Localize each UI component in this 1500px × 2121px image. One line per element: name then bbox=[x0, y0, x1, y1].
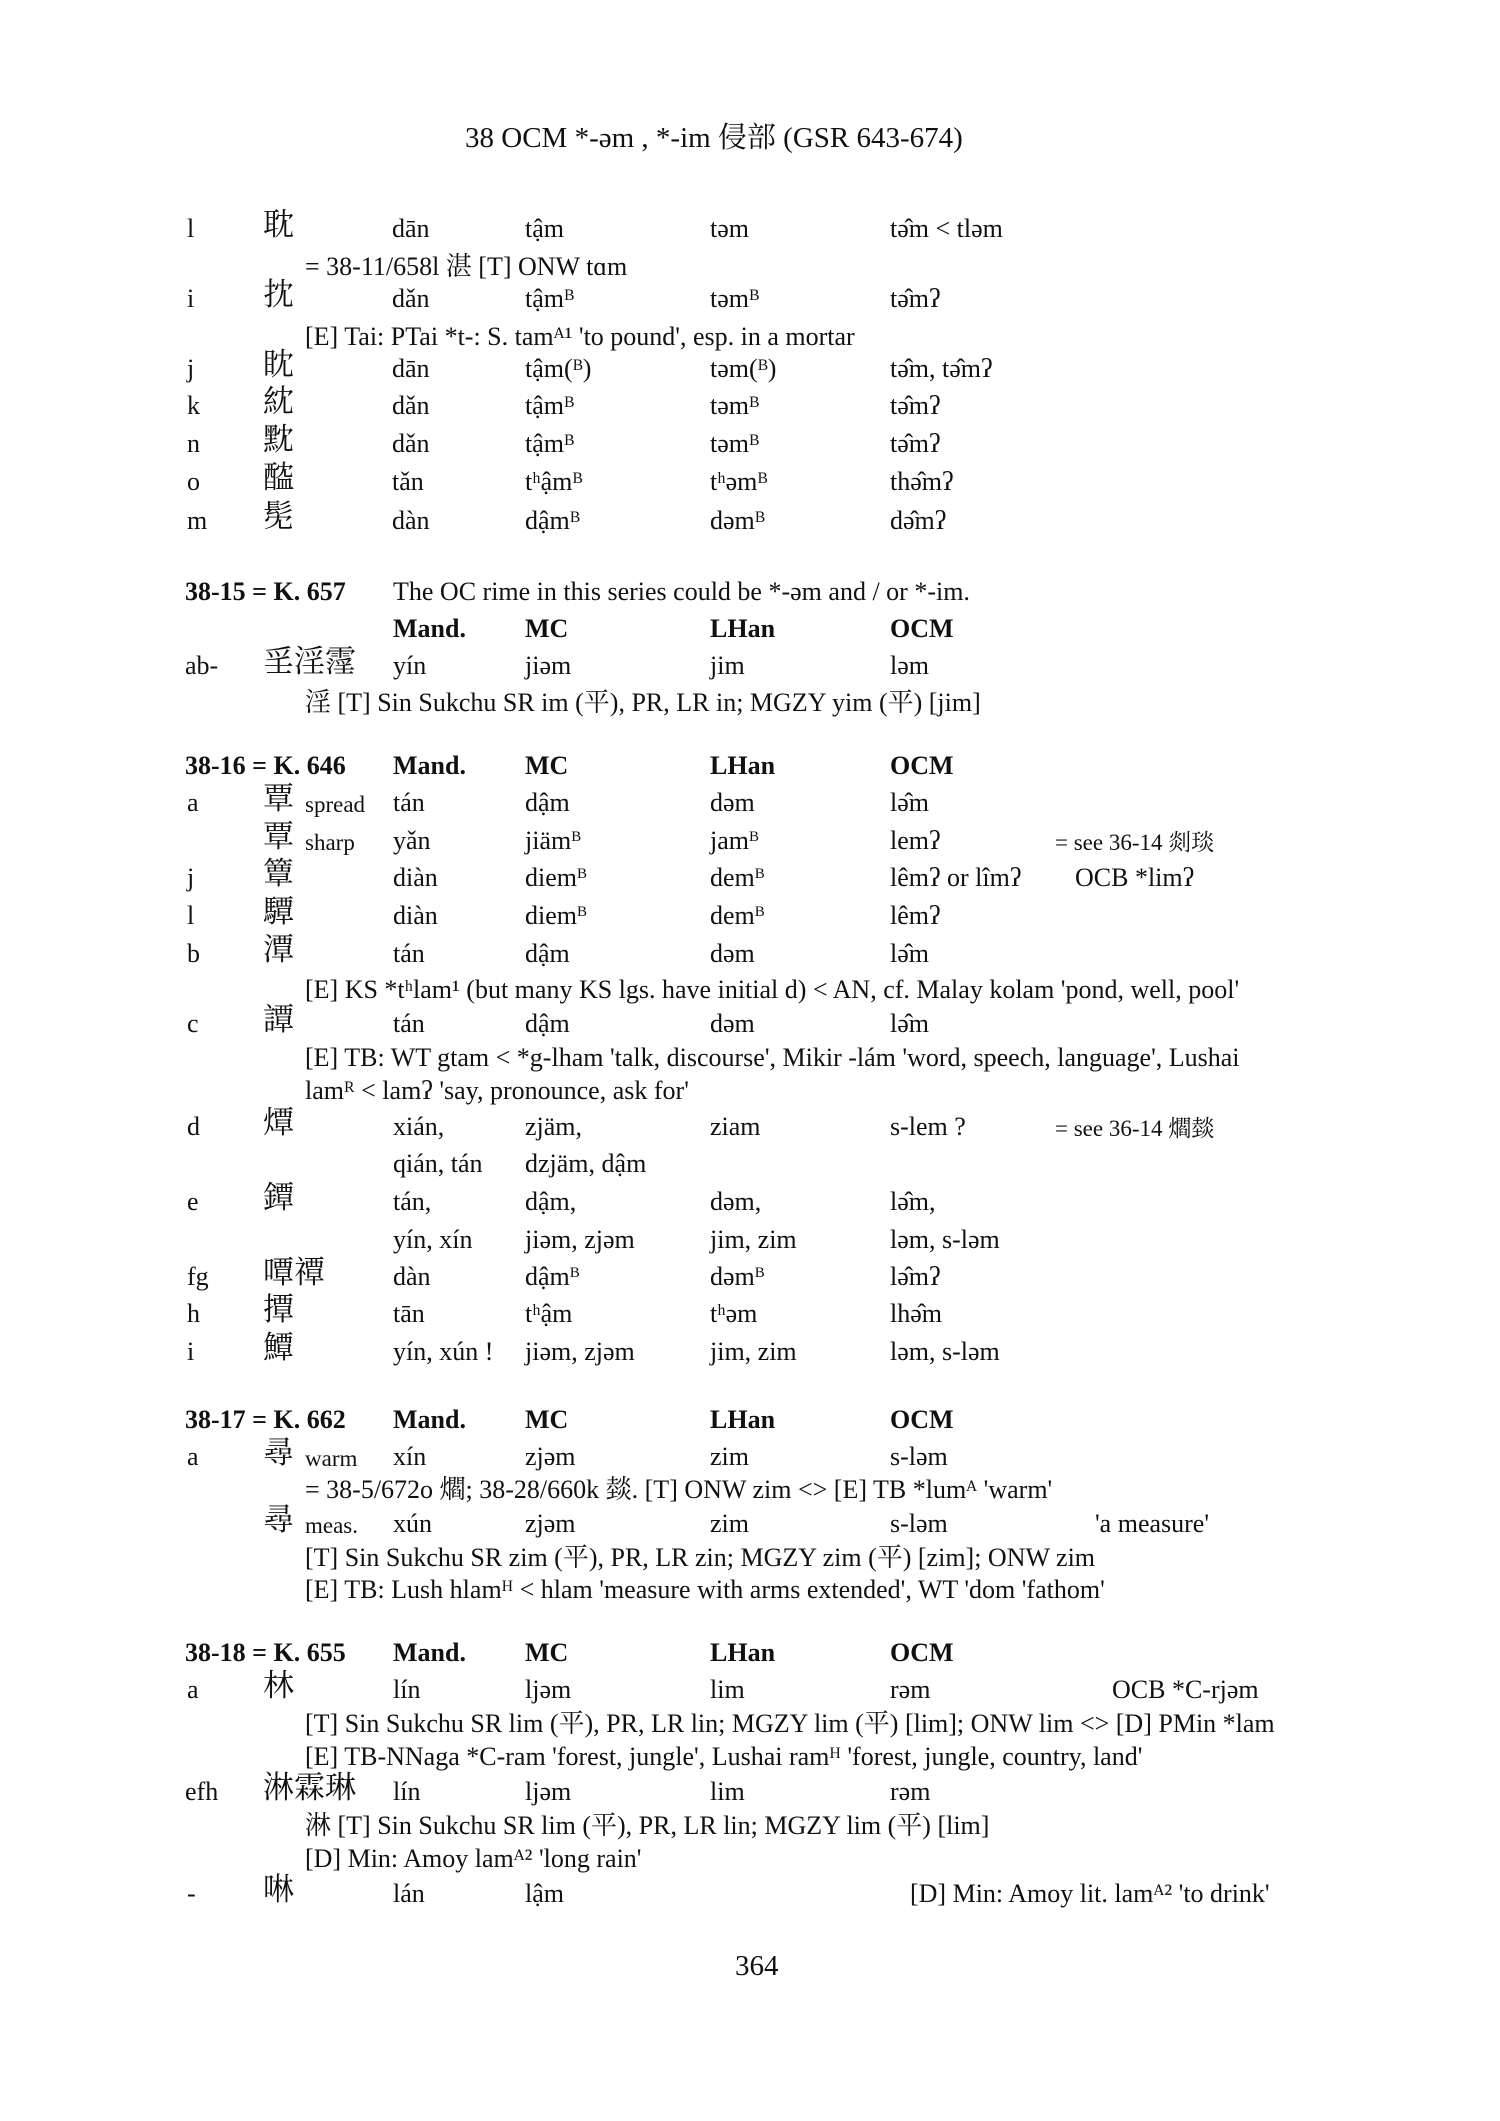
entry-char: 譚 bbox=[263, 1002, 294, 1037]
mc-reading: dậm bbox=[525, 1009, 570, 1038]
entry-tag: k bbox=[187, 391, 200, 420]
mand-reading: xún bbox=[393, 1509, 432, 1538]
mc-reading: jiəm, zjəm bbox=[525, 1337, 635, 1366]
mand-reading: xián, bbox=[393, 1112, 445, 1141]
entry-row bbox=[0, 1292, 1500, 1334]
ocm-reading: lə̂m bbox=[890, 939, 929, 968]
lhan-reading: təmᴮ bbox=[710, 391, 760, 420]
entry-row bbox=[0, 856, 1500, 898]
ocm-reading: rəm bbox=[890, 1777, 931, 1806]
entry-row bbox=[0, 1770, 1500, 1812]
entry-char: 髧 bbox=[263, 499, 294, 534]
ocm-reading: lə̂m, bbox=[890, 1187, 936, 1216]
lhan-reading: lim bbox=[710, 1777, 745, 1806]
ocm-reading: s-ləm bbox=[890, 1442, 948, 1471]
entry-row bbox=[0, 1668, 1500, 1710]
entry-row bbox=[0, 460, 1500, 502]
entry-note: [E] KS *tʰlam¹ (but many KS lgs. have initial d) < AN, cf. Malay kolam 'pond, well, pool' bbox=[305, 975, 1240, 1004]
entry-tag: j bbox=[187, 354, 195, 383]
mand-reading: lín bbox=[393, 1777, 421, 1806]
entry-gloss-extra: 'a measure' bbox=[1095, 1509, 1210, 1538]
col-mc: MC bbox=[525, 1638, 569, 1667]
entry-char: 尋 bbox=[263, 1502, 294, 1537]
lhan-reading: dem bbox=[710, 901, 755, 930]
ocm-reading: rəm bbox=[890, 1675, 931, 1704]
mc-reading: jiäm bbox=[525, 826, 572, 855]
entry-gloss: warm bbox=[305, 1446, 358, 1471]
ocm-reading: s-lem ? bbox=[890, 1112, 966, 1141]
entry-char: 林 bbox=[263, 1668, 294, 1703]
mc-reading: tậmᴮ bbox=[525, 391, 575, 420]
entry-row bbox=[0, 1330, 1500, 1372]
entry-char: 覃 bbox=[263, 819, 294, 854]
ocm-reading: də̂mʔ bbox=[890, 506, 947, 535]
entry-char: 燂 bbox=[263, 1105, 294, 1140]
mand-reading: tān bbox=[393, 1299, 425, 1328]
col-mand: Mand. bbox=[393, 614, 466, 643]
entry-row bbox=[0, 1255, 1500, 1297]
entry-char: 鱏 bbox=[263, 1330, 294, 1365]
mand-reading: yín, xún ! bbox=[393, 1337, 494, 1366]
ocm-reading: lêmʔ bbox=[890, 901, 941, 930]
ocm-reading: ləm, s-ləm bbox=[890, 1337, 1000, 1366]
section-id: 38-18 = K. 655 bbox=[185, 1638, 346, 1667]
entry-note: 淋 [T] Sin Sukchu SR lim (平), PR, LR lin; MGZY lim (平) [lim] bbox=[305, 1811, 990, 1840]
lhan-reading: dəm, bbox=[710, 1187, 762, 1216]
col-ocm: OCM bbox=[890, 751, 954, 780]
entry-tag: a bbox=[187, 1675, 199, 1704]
mand-reading: tán bbox=[393, 788, 425, 817]
mc-reading: tậmᴮ bbox=[525, 284, 575, 313]
entry-note: [T] Sin Sukchu SR lim (平), PR, LR lin; MGZY lim (平) [lim]; ONW lim <> [D] PMin *lam bbox=[305, 1709, 1275, 1738]
lhan-reading: tʰəm bbox=[710, 1299, 758, 1328]
entry-tag: - bbox=[187, 1879, 196, 1908]
entry-row bbox=[0, 1872, 1500, 1914]
lhan-reading: zim bbox=[710, 1442, 749, 1471]
lhan-reading: jim, zim bbox=[710, 1337, 797, 1366]
lhan-reading: dəmᴮ bbox=[710, 506, 765, 535]
mc-reading: zjäm, bbox=[525, 1112, 583, 1141]
lhan-reading: dəm bbox=[710, 939, 755, 968]
entry-gloss: spread bbox=[305, 792, 366, 817]
ocm-reading: lə̂m bbox=[890, 1009, 929, 1038]
entry-char: 啉 bbox=[263, 1872, 294, 1907]
page-header: 38 OCM *-əm , *-im 侵部 (GSR 643-674) bbox=[465, 122, 963, 154]
mand-reading: tán, bbox=[393, 1187, 432, 1216]
section-id: 38-16 = K. 646 bbox=[185, 751, 346, 780]
entry-char: 醓 bbox=[263, 460, 294, 495]
entry-row bbox=[0, 384, 1500, 426]
lhan-reading: təm bbox=[710, 214, 749, 243]
entry-row bbox=[0, 277, 1500, 319]
mc-reading: jiəm bbox=[525, 651, 572, 680]
col-mand: Mand. bbox=[393, 1405, 466, 1434]
entry-char: 眈 bbox=[263, 347, 294, 382]
entry-row-cont bbox=[0, 1148, 1500, 1184]
lhan-reading: dəm bbox=[710, 1009, 755, 1038]
mc-reading: diem bbox=[525, 901, 577, 930]
ocm-reading: lə̂mʔ bbox=[890, 1262, 941, 1291]
col-mc: MC bbox=[525, 751, 569, 780]
entry-tag: b bbox=[187, 939, 200, 968]
ocm-reading: tə̂m < tləm bbox=[890, 214, 1003, 243]
mand-reading: tǎn bbox=[392, 467, 424, 496]
col-ocm: OCM bbox=[890, 1638, 954, 1667]
mc-reading: jiəm, zjəm bbox=[525, 1225, 635, 1254]
mand-reading: qián, tán bbox=[393, 1149, 483, 1178]
entry-row bbox=[0, 894, 1500, 936]
entry-note: [T] Sin Sukchu SR zim (平), PR, LR zin; MGZY zim (平) [zim]; ONW zim bbox=[305, 1543, 1096, 1572]
entry-char: 覃 bbox=[263, 781, 294, 816]
ocb-reading: OCB *limʔ bbox=[1075, 863, 1195, 892]
entry-tag: o bbox=[187, 467, 200, 496]
entry-tag: l bbox=[187, 214, 195, 243]
lhan-reading: jim, zim bbox=[710, 1225, 797, 1254]
entry-tag: h bbox=[187, 1299, 200, 1328]
entry-char: 嘾禫 bbox=[263, 1255, 325, 1290]
col-mand: Mand. bbox=[393, 1638, 466, 1667]
ocm-reading: tə̂mʔ bbox=[890, 284, 941, 313]
entry-char: 潭 bbox=[263, 932, 294, 967]
mc-reading: tậm bbox=[525, 214, 564, 243]
tone-sup: B bbox=[569, 1265, 580, 1281]
mand-reading: yín, xín bbox=[393, 1225, 473, 1254]
ocm-reading: ləm, s-ləm bbox=[890, 1225, 1000, 1254]
tone-sup: B bbox=[571, 829, 582, 845]
entry-row bbox=[0, 1105, 1500, 1147]
col-lhan: LHan bbox=[710, 1405, 776, 1434]
entry-row bbox=[0, 1002, 1500, 1044]
entry-tag: i bbox=[187, 1337, 195, 1366]
entry-char: 紞 bbox=[263, 384, 294, 419]
mand-reading: lán bbox=[393, 1879, 425, 1908]
mand-reading: lín bbox=[393, 1675, 421, 1704]
mand-reading: dǎn bbox=[392, 391, 430, 420]
entry-tag: l bbox=[187, 901, 195, 930]
cross-reference: = see 36-14 剡琰 bbox=[1055, 830, 1215, 855]
mc-reading: ljəm bbox=[525, 1675, 572, 1704]
ocm-reading: lhə̂m bbox=[890, 1299, 942, 1328]
lhan-reading: təmᴮ bbox=[710, 429, 760, 458]
lhan-reading: zim bbox=[710, 1509, 749, 1538]
tone-sup: B bbox=[754, 866, 765, 882]
col-mand: Mand. bbox=[393, 751, 466, 780]
lhan-reading: dəm bbox=[710, 788, 755, 817]
lhan-reading: təmᴮ bbox=[710, 284, 760, 313]
entry-note: [E] Tai: PTai *t-: S. tamᴬ¹ 'to pound', esp. in a mortar bbox=[305, 322, 855, 351]
column-headers bbox=[0, 750, 1500, 786]
ocm-reading: tə̂m, tə̂mʔ bbox=[890, 354, 993, 383]
ocm-reading: lêmʔ or lîmʔ bbox=[890, 863, 1022, 892]
entry-gloss: sharp bbox=[305, 830, 355, 855]
lhan-reading: jam bbox=[710, 826, 749, 855]
mc-reading: dậm bbox=[525, 788, 570, 817]
tone-sup: B bbox=[577, 866, 588, 882]
entry-tag: a bbox=[187, 788, 199, 817]
entry-tag: i bbox=[187, 284, 195, 313]
ocm-reading: ləm bbox=[890, 651, 929, 680]
mc-reading: dậm bbox=[525, 1262, 570, 1291]
entry-note: 淫 [T] Sin Sukchu SR im (平), PR, LR in; MGZY yim (平) [jim] bbox=[305, 688, 981, 717]
entry-row bbox=[0, 422, 1500, 464]
column-headers bbox=[0, 1637, 1500, 1673]
entry-tag: e bbox=[187, 1187, 199, 1216]
entry-row bbox=[0, 644, 1500, 686]
mc-reading: diem bbox=[525, 863, 577, 892]
entry-row bbox=[0, 347, 1500, 389]
entry-note: = 38-11/658l 湛 [T] ONW tɑm bbox=[305, 252, 628, 281]
mand-reading: yín bbox=[393, 651, 427, 680]
ocb-reading: OCB *C-rjəm bbox=[1112, 1675, 1259, 1704]
mc-reading: dậm bbox=[525, 939, 570, 968]
entry-note: [E] TB-NNaga *C-ram 'forest, jungle', Lushai ramᴴ 'forest, jungle, country, land' bbox=[305, 1742, 1143, 1771]
ocm-reading: lemʔ bbox=[890, 826, 941, 855]
mc-reading: dậmᴮ bbox=[525, 506, 580, 535]
mand-reading: dàn bbox=[393, 1262, 431, 1291]
entry-tag: n bbox=[187, 429, 200, 458]
ocm-reading: s-ləm bbox=[890, 1509, 948, 1538]
entry-row bbox=[0, 1180, 1500, 1222]
col-mc: MC bbox=[525, 614, 569, 643]
entry-tag: j bbox=[187, 863, 195, 892]
entry-row bbox=[0, 932, 1500, 974]
mand-reading: diàn bbox=[393, 901, 438, 930]
lhan-reading: təm(ᴮ) bbox=[710, 354, 777, 383]
entry-char: 耽 bbox=[263, 207, 294, 242]
mand-reading: yǎn bbox=[393, 826, 431, 855]
tone-sup: B bbox=[749, 829, 760, 845]
entry-note: [D] Min: Amoy lamᴬ² 'long rain' bbox=[305, 1844, 642, 1873]
entry-char: 黕 bbox=[263, 422, 294, 457]
mand-reading: tán bbox=[393, 939, 425, 968]
lhan-reading: ziam bbox=[710, 1112, 761, 1141]
lhan-reading: tʰəmᴮ bbox=[710, 467, 768, 496]
entry-char: 淋霖琳 bbox=[263, 1770, 356, 1805]
entry-tag: efh bbox=[185, 1777, 219, 1806]
mc-reading: zjəm bbox=[525, 1509, 576, 1538]
tone-sup: B bbox=[754, 904, 765, 920]
entry-note: [E] TB: WT gtam < *g-lham 'talk, discourse', Mikir -lám 'word, speech, language', Lushai bbox=[305, 1043, 1240, 1072]
entry-row bbox=[0, 1502, 1500, 1544]
entry-gloss: meas. bbox=[305, 1513, 359, 1538]
entry-char: 㸒淫霪 bbox=[263, 644, 356, 679]
entry-note: [E] TB: Lush hlamᴴ < hlam 'measure with arms extended', WT 'dom 'fathom' bbox=[305, 1575, 1105, 1604]
ocm-reading: tə̂mʔ bbox=[890, 429, 941, 458]
mand-reading: diàn bbox=[393, 863, 438, 892]
ocm-reading: lə̂m bbox=[890, 788, 929, 817]
entry-tag: fg bbox=[187, 1262, 209, 1291]
entry-char: 抌 bbox=[263, 277, 294, 312]
cross-reference: = see 36-14 爓燅 bbox=[1055, 1116, 1215, 1141]
entry-char: 簟 bbox=[263, 856, 294, 891]
entry-note: = 38-5/672o 爓; 38-28/660k 燅. [T] ONW zim <> [E] TB *lumᴬ 'warm' bbox=[305, 1475, 1053, 1504]
entry-char: 撢 bbox=[263, 1292, 294, 1327]
entry-row bbox=[0, 1435, 1500, 1477]
entry-tag: a bbox=[187, 1442, 199, 1471]
column-headers bbox=[0, 1404, 1500, 1440]
mand-reading: dàn bbox=[392, 506, 430, 535]
entry-row bbox=[0, 499, 1500, 541]
col-lhan: LHan bbox=[710, 751, 776, 780]
mand-reading: dǎn bbox=[392, 284, 430, 313]
mand-reading: dǎn bbox=[392, 429, 430, 458]
page-number: 364 bbox=[735, 1950, 779, 1982]
entry-row bbox=[0, 207, 1500, 249]
entry-char: 驔 bbox=[263, 894, 294, 929]
entry-note: lamᴿ < lamʔ 'say, pronounce, ask for' bbox=[305, 1076, 689, 1105]
entry-tag: c bbox=[187, 1009, 199, 1038]
mc-reading: zjəm bbox=[525, 1442, 576, 1471]
mand-reading: xín bbox=[393, 1442, 427, 1471]
entry-tag: d bbox=[187, 1112, 200, 1141]
entry-note: [D] Min: Amoy lit. lamᴬ² 'to drink' bbox=[910, 1879, 1270, 1908]
entry-row-cont bbox=[0, 1224, 1500, 1260]
section-id: 38-15 = K. 657 bbox=[185, 577, 346, 606]
mc-reading: ljəm bbox=[525, 1777, 572, 1806]
entry-tag: m bbox=[187, 506, 208, 535]
col-mc: MC bbox=[525, 1405, 569, 1434]
mand-reading: dān bbox=[392, 354, 430, 383]
column-headers bbox=[0, 613, 1500, 649]
lhan-reading: dem bbox=[710, 863, 755, 892]
col-ocm: OCM bbox=[890, 614, 954, 643]
col-ocm: OCM bbox=[890, 1405, 954, 1434]
mc-reading: dzjäm, dậm bbox=[525, 1149, 647, 1178]
entry-tag: ab- bbox=[185, 651, 219, 680]
entry-row bbox=[0, 781, 1500, 823]
section-description: The OC rime in this series could be *-əm and / or *-im. bbox=[393, 577, 970, 606]
entry-row bbox=[0, 819, 1500, 861]
ocm-reading: tə̂mʔ bbox=[890, 391, 941, 420]
lhan-reading: jim bbox=[710, 651, 745, 680]
col-lhan: LHan bbox=[710, 1638, 776, 1667]
mc-reading: tậm(ᴮ) bbox=[525, 354, 592, 383]
mc-reading: tậmᴮ bbox=[525, 429, 575, 458]
mand-reading: dān bbox=[392, 214, 430, 243]
mc-reading: lậm bbox=[525, 1879, 564, 1908]
lhan-reading: dəm bbox=[710, 1262, 755, 1291]
mc-reading: tʰậmᴮ bbox=[525, 467, 583, 496]
mc-reading: tʰậm bbox=[525, 1299, 573, 1328]
entry-char: 尋 bbox=[263, 1435, 294, 1470]
section-id: 38-17 = K. 662 bbox=[185, 1405, 346, 1434]
tone-sup: B bbox=[577, 904, 588, 920]
lhan-reading: lim bbox=[710, 1675, 745, 1704]
tone-sup: B bbox=[754, 1265, 765, 1281]
entry-char: 鐔 bbox=[263, 1180, 294, 1215]
mand-reading: tán bbox=[393, 1009, 425, 1038]
ocm-reading: thə̂mʔ bbox=[890, 467, 954, 496]
mc-reading: dậm, bbox=[525, 1187, 577, 1216]
col-lhan: LHan bbox=[710, 614, 776, 643]
